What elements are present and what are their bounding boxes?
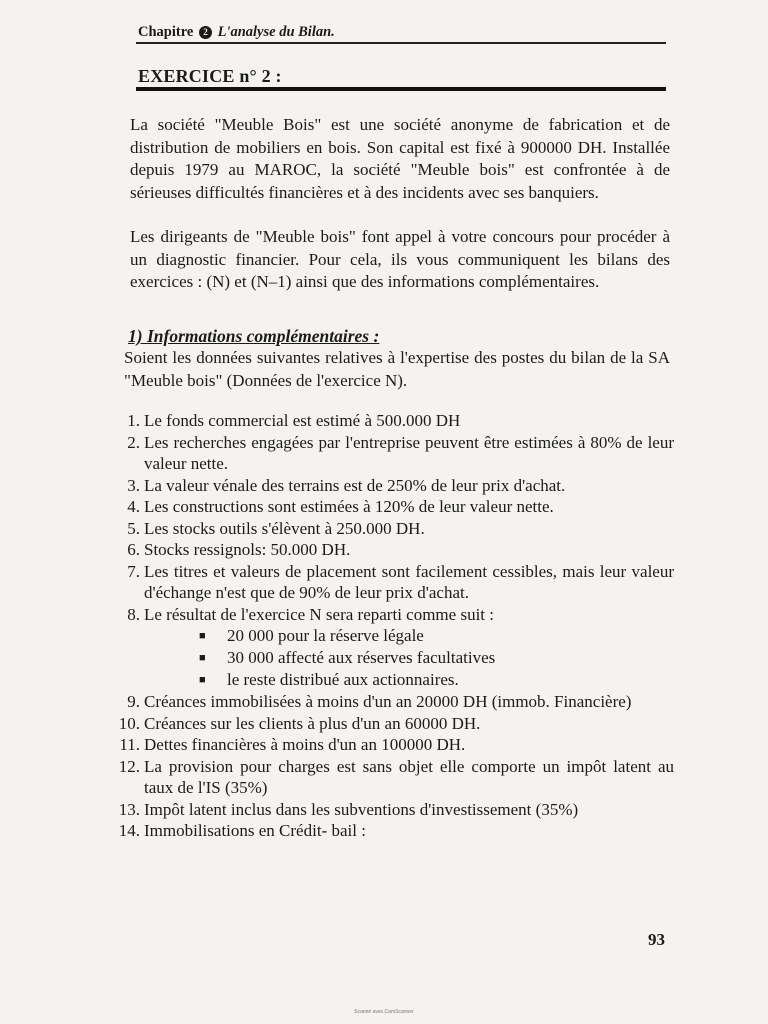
item-text: La valeur vénale des terrains est de 250% de leur prix d'achat.: [144, 475, 566, 495]
list-item: [104, 604, 674, 692]
page-number: 93: [648, 930, 665, 949]
section-title: 1) Informations complémentaires :: [128, 326, 380, 346]
sub-item-text: 30 000 affecté aux réserves facultatives: [227, 648, 496, 667]
bullet-square-icon: ■: [199, 652, 206, 664]
sub-list-item: [199, 647, 674, 669]
item-text: Créances immobilisées à moins d'un an 20000 DH (immob. Financière): [144, 692, 632, 711]
intro-paragraph-1: La société "Meuble Bois" est une société anonyme de fabrication et de distribution de mobiliers en bois. Son capital est fixé à 900000 DH. Installée depuis 1979 au MAROC, la société "Meuble bois" est confrontée à de sérieuses difficultés financières et à des incidents avec ses banquiers.: [130, 115, 670, 202]
item-text: La provision pour charges est sans objet elle comporte un impôt latent au taux de l'IS (35%): [144, 756, 674, 797]
result-allocation-list: [144, 625, 674, 691]
item-number: 7.: [127, 561, 140, 581]
sub-item-text: le reste distribué aux actionnaires.: [227, 670, 459, 689]
bullet-square-icon: ■: [199, 630, 206, 642]
list-item: [104, 713, 674, 735]
sub-list-item: [199, 669, 674, 691]
sub-item-text: 20 000 pour la réserve légale: [227, 626, 424, 645]
item-text: Dettes financières à moins d'un an 100000 DH.: [144, 735, 466, 754]
item-number: 13.: [118, 799, 140, 819]
item-text: Les constructions sont estimées à 120% de leur valeur nette.: [144, 497, 554, 516]
item-number: 6.: [127, 540, 140, 559]
bullet-square-icon: ■: [199, 674, 206, 686]
item-number: 1.: [127, 411, 140, 430]
item-text: Créances sur les clients à plus d'un an 60000 DH.: [144, 713, 481, 733]
information-list: [104, 410, 674, 842]
item-text: Les titres et valeurs de placement sont facilement cessibles, mais leur valeur d'échange n'est que de 90% de leur prix d'achat.: [144, 561, 674, 602]
item-text: Stocks ressignols: 50.000 DH.: [144, 540, 351, 559]
list-item: [104, 799, 674, 821]
list-item: [104, 410, 674, 432]
list-item: [104, 518, 674, 540]
list-item: [104, 475, 674, 497]
item-number: 3.: [127, 475, 140, 495]
item-text: Le fonds commercial est estimé à 500.000 DH: [144, 411, 461, 430]
sub-list-item: [199, 625, 674, 647]
list-item: [104, 756, 674, 799]
scanner-watermark: Scanné avec CamScanner: [354, 1009, 414, 1015]
item-text: Les stocks outils s'élèvent à 250.000 DH.: [144, 518, 425, 538]
chapter-number-badge: 2: [199, 26, 212, 39]
chapter-header: [138, 24, 335, 41]
list-item: [104, 432, 674, 475]
item-text: Impôt latent inclus dans les subventions d'investissement (35%): [144, 799, 579, 819]
item-number: 2.: [127, 432, 140, 452]
list-item: [104, 496, 674, 518]
item-number: 12.: [118, 756, 140, 776]
section-intro: Soient les données suivantes relatives à l'expertise des postes du bilan de la SA "Meuble bois" (Données de l'exercice N).: [124, 348, 670, 390]
exercise-title: EXERCICE n° 2 :: [138, 66, 282, 86]
item-number: 14.: [118, 821, 140, 840]
item-text: Le résultat de l'exercice N sera reparti comme suit :: [144, 604, 494, 624]
item-number: 9.: [127, 692, 140, 711]
item-number: 10.: [118, 713, 140, 733]
chapter-title: L'analyse du Bilan.: [217, 24, 335, 40]
item-number: 4.: [127, 497, 140, 516]
item-number: 8.: [127, 604, 140, 624]
list-item: [104, 820, 674, 842]
exercise-title-rule: [136, 87, 666, 91]
list-item: [104, 734, 674, 756]
list-item: [104, 539, 674, 561]
chapter-label: Chapitre: [138, 24, 194, 40]
list-item: [104, 691, 674, 713]
item-number: 5.: [127, 518, 140, 538]
item-text: Immobilisations en Crédit- bail :: [144, 821, 366, 840]
item-text: Les recherches engagées par l'entreprise peuvent être estimées à 80% de leur valeur nette.: [144, 432, 674, 473]
item-number: 11.: [119, 735, 140, 754]
intro-paragraph-2: Les dirigeants de "Meuble bois" font appel à votre concours pour procéder à un diagnostic financier. Pour cela, ils vous communiquent les bilans des exercices : (N) et (N–1) ainsi que des informations complémentaires.: [130, 227, 670, 292]
list-item: [104, 561, 674, 604]
header-rule: [136, 42, 666, 44]
